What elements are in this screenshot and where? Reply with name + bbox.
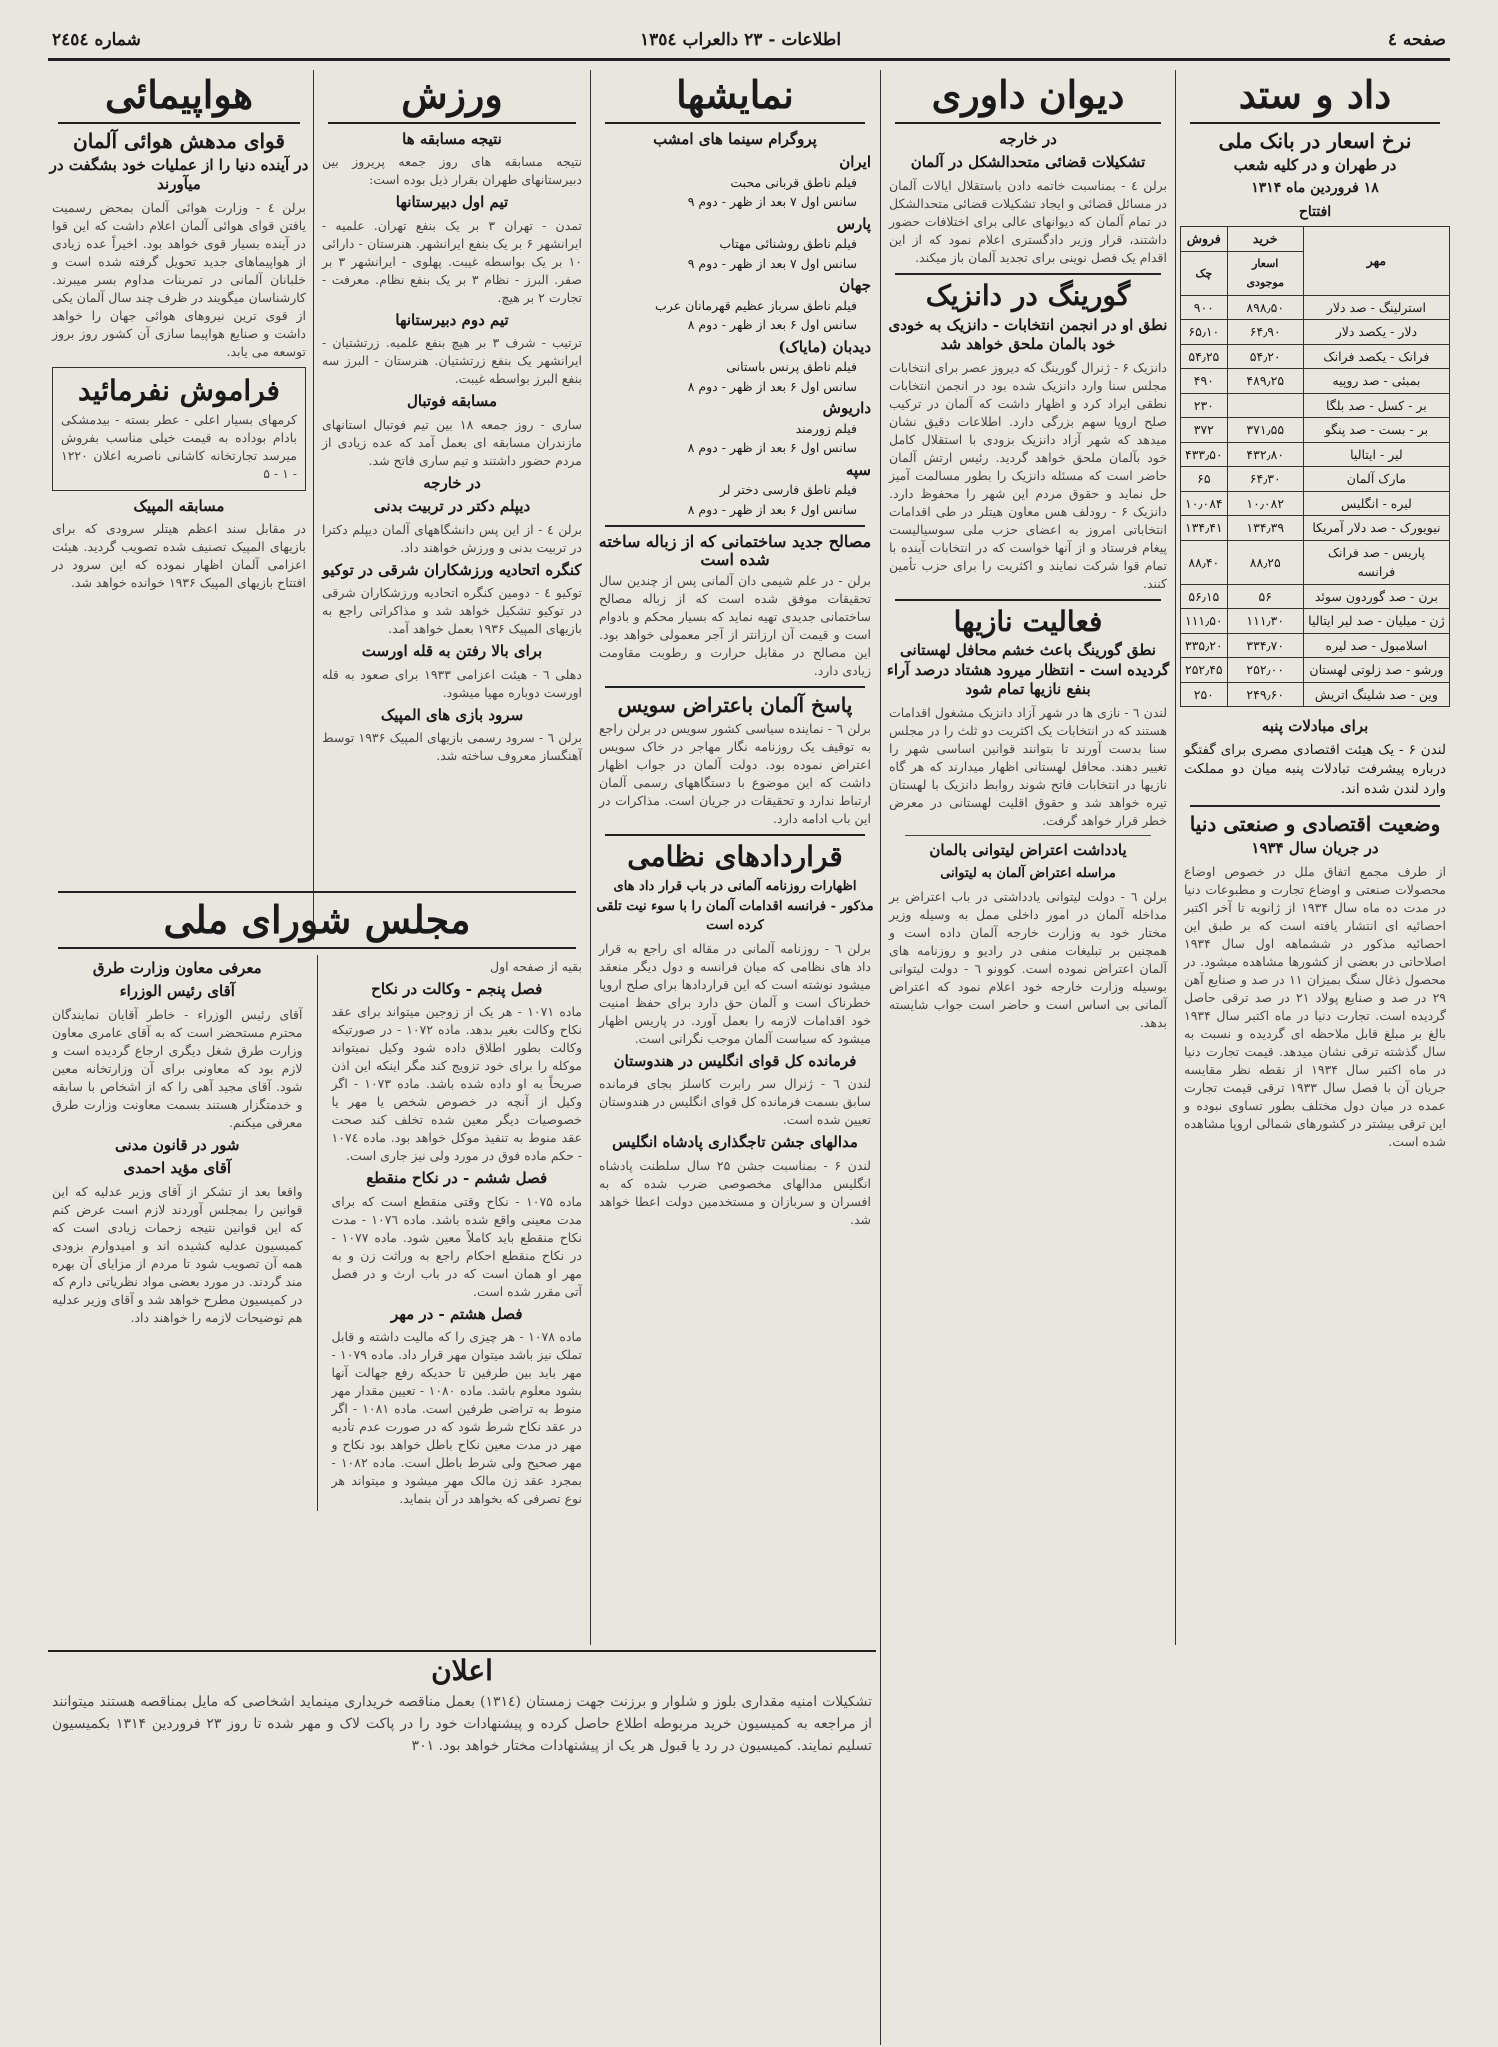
table-cell: ۸۸٫۲۵ — [1227, 540, 1303, 584]
article-text: نتیجه مسابقه های روز جمعه پریروز بین دبیرستانهای طهران بقرار ذیل بوده است: — [322, 154, 582, 188]
article-text: واقعا بعد از تشکر از آقای وزیر عدلیه که این قوانین را بمجلس آوردند لازم است عرض کنم که این قوانین نتیجه زحمات زیادی است که کمیسیون عدلیه کشیده اند و امیدوارم بزودی همه آن تصویب شود تا مردم از مزایای آن بهره مند گردند. در مورد بعضی مواد نظریاتی دارم که در کمیسیون مطرح خواهد شد و آقای وزیر عدلیه هم توضیحات لازمه را خواهند داد. — [52, 1183, 303, 1325]
table-row — [1181, 418, 1450, 443]
cinema-film: فیلم زورمند — [795, 420, 857, 436]
page-number: صفحه ٤ — [1387, 30, 1446, 50]
article-subheading: اظهارات روزنامه آلمانی در باب قرار داد های مذکور - فرانسه اقدامات آلمان را با سوء نیت تلقی کرده است — [596, 879, 874, 934]
divider — [58, 947, 576, 949]
divider — [1190, 805, 1440, 807]
parliament-section — [48, 885, 586, 1645]
trade-column — [1180, 70, 1450, 2040]
exchange-rate-table — [1180, 226, 1450, 707]
article-text: ماده ۱۰۷۵ - نکاح وقتی منقطع است که برای مدت معینی واقع شده باشد. ماده ۱۰۷٦ - مدت نکاح منقطع باید کاملاً معین شود. ماده ۱۰۷۷ - در نکاح منقطع احکام راجع به وراثت زن و به مهر او همان است که در باب ارث و در فصل آتی مقرر شده است. — [331, 1193, 583, 1299]
article-subheading: در آینده دنیا را از عملیات خود بشگفت در میآورند — [49, 155, 309, 194]
table-cell: ۵۴٫۲۰ — [1227, 344, 1303, 369]
article-text: لندن ٦ - ژنرال سر رابرت کاسلز بجای فرمانده سابق بسمت فرمانده کل قوای انگلیس در هندوستان تعیین شده است. — [599, 1076, 872, 1128]
table-header: فروش — [1181, 227, 1228, 252]
column-divider — [313, 70, 314, 940]
table-cell: ۳۷۲ — [1181, 418, 1228, 443]
article-heading: فعالیت نازیها — [953, 604, 1103, 638]
cinema-times: سانس اول ۶ بعد از ظهر - دوم ۸ — [687, 440, 857, 456]
article-heading: شور در قانون مدنی — [115, 1135, 240, 1154]
article-text: لندن ۶ - بمناسبت جشن ۲۵ سال سلطنت پادشاه انگلیس مدالهای مخصوصی ضرب شده که به افسران و سربازان و مستخدمین دولت اعطا خواهد شد. — [599, 1157, 871, 1227]
court-column — [885, 70, 1171, 2040]
exchange-heading: برای مبادلات پنبه — [1261, 717, 1369, 736]
article-text: ساری - روز جمعه ۱۸ بین تیم فوتبال استانهای مازندران مسابقه ای بعمل آمد که عده زیادی از مردم حضور داشتند و تیم ساری فاتح شد. — [322, 416, 582, 468]
table-cell: ۱۳۴٫۳۹ — [1227, 516, 1303, 541]
rates-subheading: در طهران و در کلیه شعب — [1233, 155, 1397, 174]
masthead-rule — [48, 58, 1450, 61]
article-heading: مدالهای جشن تاجگذاری پادشاه انگلیس — [612, 1133, 858, 1152]
article-heading: قراردادهای نظامی — [627, 840, 843, 874]
article-text: برلن ٦ - روزنامه آلمانی در مقاله ای راجع به قرار داد های نظامی که میان فرانسه و دول دیگر منعقد میشود نوشته است که این قراردادها برای صلح اروپا خطرناک است و آلمان حق دارد برای حفظ امنیت خود اقدامات لازمه را بعمل آورد. در پاریس اظهار میشود که سیاست آلمان موجب نگرانی است. — [599, 940, 871, 1046]
divider — [605, 525, 865, 527]
table-cell: ۶۴٫۹۰ — [1227, 320, 1303, 345]
cinema-film: فیلم ناطق روشنائی مهتاب — [719, 236, 857, 252]
table-cell: ۱۳۴٫۴۱ — [1181, 516, 1228, 541]
column-divider — [590, 70, 591, 1645]
rates-body — [1181, 295, 1450, 707]
table-row — [1181, 369, 1450, 394]
table-subheader: اسعار موجودی — [1227, 251, 1303, 295]
cinema-times: سانس اول ۷ بعد از ظهر - دوم ۹ — [687, 194, 857, 210]
table-cell: ۸۹۸٫۵۰ — [1227, 295, 1303, 320]
parliament-column-right — [328, 955, 587, 1512]
rates-opening: افتتاح — [1298, 203, 1332, 220]
divider — [1190, 122, 1440, 124]
table-cell: اسلامبول - صد لیره — [1303, 633, 1449, 658]
table-cell — [1227, 393, 1303, 418]
announcement-text: تشکیلات امنیه مقداری بلوز و شلوار و برزنت جهت زمستان (۱۳۱٤) بعمل مناقصه خریداری مینماید اشخاصی که مایل بمناقصه هستند میتوانند از مراجعه به کمیسیون خرید مربوطه اطلاع حاصل کرده و پیشنهادات خود را در پاکت لاک و مهر شده تا روز ۲۳ فروردین ۱۳۱۴ بکمیسیون تسلیم نمایند. کمیسیون در رد یا قبول هر یک از پیشنهادات مختار خواهد بود. ۳۰۱ — [52, 1693, 872, 1754]
table-row — [1181, 393, 1450, 418]
cinema-film: فیلم ناطق سرباز عظیم قهرمانان عرب — [655, 297, 857, 313]
divider — [58, 891, 576, 893]
article-text: ماده ۱۰۷۸ - هر چیزی را که مالیت داشته و قابل تملک نیز باشد میتوان مهر قرار داد. ماده ۱۰۷۹ - مهر باید بین طرفین تا حدیکه رفع جهالت آنها بشود معلوم باشد. ماده ۱۰۸۰ - تعیین مقدار مهر منوط به تراضی طرفین است. ماده ۱۰۸۱ - اگر در عقد نکاح شرط شود که در صورت عدم تأدیه مهر در مدت معین نکاح باطل خواهد بود نکاح و مهر صحیح ولی شرط باطل است. ماده ۱۰۸۲ - بمجرد عقد زن مالک مهر میشود و میتواند هر نوع تصرفی که بخواهد در آن بنماید. — [331, 1329, 582, 1507]
article-heading: مسابقه فوتبال — [406, 392, 498, 411]
article-text: برلن ٤ - وزارت هوائی آلمان بمحض رسمیت یافتن قوای هوائی آلمان اعلام داشت که این قوا در آینده بسیار قوی خواهد بود. اخیراً عده زیادی از هواپیماهای جدید تحویل گرفته شده است و خلبانان آلمانی در تمرینات مداوم بسر میبرند. کارشناسان میگویند در ظرف چند سال آلمان یکی از قوی ترین نیروهای هوائی جهان را خواهد داشت و صنایع هواپیما سازی آن کشور روز بروز توسعه می یابد. — [52, 199, 306, 359]
trade-heading: داد و ستد — [1238, 72, 1392, 117]
cinema-entry — [599, 461, 871, 520]
rates-heading: نرخ اسعار در بانک ملی — [1218, 128, 1412, 153]
table-cell: ۲۵۰ — [1181, 682, 1228, 707]
cinema-name: دیدبان (مایاک) — [778, 337, 871, 356]
table-cell: پاریس - صد فرانک فرانسه — [1303, 540, 1449, 584]
cinema-times: سانس اول ۶ بعد از ظهر - دوم ۸ — [687, 501, 857, 517]
table-row — [1181, 442, 1450, 467]
table-cell: ۵۴٫۲۵ — [1181, 344, 1228, 369]
table-cell: ۱۰٫۰۸۲ — [1227, 491, 1303, 516]
table-cell: مارک آلمان — [1303, 467, 1449, 492]
table-cell: ۳۳۵٫۲۰ — [1181, 633, 1228, 658]
exchange-text: لندن ۶ - یک هیئت اقتصادی مصری برای گفتگو درباره پیشرفت تبادلات پنبه میان دو مملکت وارد لندن شده اند. — [1184, 741, 1446, 797]
table-cell: ژن - میلیان - صد لیر ایتالیا — [1303, 609, 1449, 634]
article-heading: مصالح جدید ساختمانی که از زباله ساخته شده است — [598, 532, 872, 569]
article-heading: فصل هشتم - در مهر — [390, 1304, 523, 1323]
court-heading: دیوان داوری — [931, 72, 1125, 117]
article-text: برلن - در علم شیمی دان آلمانی پس از چندین سال تحقیقات موفق شده است که از زباله مصالح ساختمانی جدیدی تهیه نماید که بسیار محکم و بادوام است و قیمت آن ارزانتر از آجر معمولی خواهد بود. این مصالح در مقابل حرارت و رطوبت مقاومت زیادی دارد. — [599, 573, 871, 679]
article-text: تمدن - تهران ۳ بر یک بنفع تهران. علمیه - ایرانشهر ۶ بر یک بنفع ایرانشهر. هنرستان - دارائی ۱۰ بر یک بواسطه غیبت. پهلوی - ایرانشهر ۳ بر صفر. البرز - نظام ۳ بر یک بنفع نظام. معرفت - تجارت ۲ بر هیچ. — [322, 217, 582, 305]
article-text: برلن ٤ - بمناسبت خاتمه دادن باستقلال ایالات آلمان در مسائل قضائی و ایجاد تشکیلات قضائی متحدالشکل در تمام آلمان که دیوانهای عالی برای اختلافات حضور داشتند، قرار وزیر دادگستری اعلام نمود که از این اقدام یک فصل نوینی برای تجدید آلمان باز میکند. — [889, 177, 1167, 265]
article-text: برلن ٤ - از این پس دانشگاههای آلمان دیپلم دکترا در تربیت بدنی و ورزش خواهند داد. — [322, 521, 582, 555]
cinema-name: سپه — [845, 460, 871, 479]
divider — [895, 599, 1161, 601]
cinema-name: داریوش — [822, 399, 871, 418]
table-cell: برن - صد گوردون سوئد — [1303, 584, 1449, 609]
column-divider — [317, 955, 318, 1512]
table-row — [1181, 609, 1450, 634]
abroad-label: در خارجه — [423, 473, 481, 492]
table-cell: ۶۵ — [1181, 467, 1228, 492]
cinema-entry — [599, 215, 871, 274]
article-heading: پاسخ آلمان باعتراض سویس — [617, 693, 853, 718]
table-cell: ۲۵۲٫۰۰ — [1227, 658, 1303, 683]
article-text: برلن ٦ - سرود رسمی بازیهای المپیک ۱۹۳۶ توسط آهنگساز معروف ساخته شد. — [322, 730, 583, 764]
abroad-label: در خارجه — [999, 129, 1057, 148]
rates-date: ۱۸ فروردین ماه ۱۳۱۴ — [1251, 180, 1379, 197]
article-heading: تشکیلات قضائی متحدالشکل در آلمان — [910, 153, 1146, 172]
article-heading: تیم اول دبیرستانها — [395, 193, 509, 212]
shows-column — [595, 70, 875, 1645]
article-heading: گورینگ در دانزیک — [925, 278, 1131, 312]
divider — [328, 122, 576, 124]
table-cell: بر - بست - صد پنگو — [1303, 418, 1449, 443]
article-text: دانزیک ۶ - ژنرال گورینگ که دیروز عصر برای انتخابات مجلس سنا وارد دانزیک شده بود در انجمن انتخابات نطقی ایراد کرد و اظهار داشت که آلمان در ترکیب صلح اروپا سهم بزرگی دارد. اطلاعات دقیق نشان میدهد که شهر آزاد دانزیک بزودی با استقلال کامل خود بآلمان ملحق خواهد گردید. رئیس ارتش آلمان حاضر است که مسئله دانزیک را بطور مسالمت آمیز حل نماید و حقوق مردم این شهر را محفوظ دارد. دانزیک ۶ - رودلف هس معاون هیتلر در طی اقدامات انتخاباتی امروز به اعضای حزب ملی سوسیالیست پیغام فرستاد و از آنها خواست که در انتخابات آینده با تمام قوا شرکت نمایند و اکثریت را برای حزب تأمین کنند. — [889, 359, 1168, 591]
article-heading: مسابقه المپیک — [133, 496, 225, 515]
table-cell: ۸۸٫۴۰ — [1181, 540, 1228, 584]
table-cell: ۴۳۲٫۸۰ — [1227, 442, 1303, 467]
table-row — [1181, 467, 1450, 492]
article-heading: تیم دوم دبیرستانها — [395, 310, 509, 329]
sports-column — [318, 70, 586, 870]
table-cell: لیره - انگلیس — [1303, 491, 1449, 516]
cinema-entry — [599, 276, 871, 335]
advertisement-box — [52, 367, 306, 491]
table-cell: ۱۱۱٫۳۰ — [1227, 609, 1303, 634]
divider — [605, 834, 865, 836]
table-cell: ۴۹۰ — [1181, 369, 1228, 394]
table-cell: ۱۱۱٫۵۰ — [1181, 609, 1228, 634]
table-cell: فرانک - یکصد فرانک — [1303, 344, 1449, 369]
divider — [605, 122, 865, 124]
table-cell: ۹۰۰ — [1181, 295, 1228, 320]
parliament-columns — [48, 955, 586, 1512]
divider — [895, 122, 1161, 124]
article-heading: برای بالا رفتن به قله اورست — [361, 642, 543, 661]
parliament-column-left — [48, 955, 307, 1512]
table-cell: دلار - یکصد دلار — [1303, 320, 1449, 345]
divider — [58, 122, 300, 124]
article-subheading: نطق او در انجمن انتخابات - دانزیک به خودی خود بالمان ملحق خواهد شد — [888, 315, 1168, 354]
article-text: در مقابل سند اعظم هیتلر سرودی که برای بازیهای المپیک تصنیف شده تصویب گردید. هیئت اعزامی آلمان اظهار نموده که این سرود در افتتاح بازیهای المپیک ۱۹۳۶ خوانده خواهد شد. — [52, 521, 306, 591]
table-cell: ۳۷۱٫۵۵ — [1227, 418, 1303, 443]
column-divider — [1175, 70, 1176, 1645]
table-cell: ۲۵۲٫۴۵ — [1181, 658, 1228, 683]
table-cell: ۲۳۰ — [1181, 393, 1228, 418]
article-text: لندن ٦ - نازی ها در شهر آزاد دانزیک مشغول اقدامات هستند که در انتخابات یک اکثریت دو ثلث را در مجلس سنا بدست آورند تا بتوانند قوانین اساسی شهر را تغییر دهند. محافل لهستانی اظهار میدارند که هر گاه نازیها در انتخابات فاتح شوند روابط دانزیک با لهستان تیره خواهد شد و حقوق اقلیت لهستانی در معرض خطر قرار خواهد گرفت. — [889, 704, 1168, 828]
table-cell: بمبئی - صد روپیه — [1303, 369, 1449, 394]
cinema-entry — [599, 399, 871, 458]
cinema-entry — [599, 153, 871, 212]
table-row — [1181, 658, 1450, 683]
article-text: دهلی ٦ - هیئت اعزامی ۱۹۳۳ برای صعود به قله اورست دوباره مهیا میشود. — [322, 666, 582, 700]
article-heading: سرود بازی های المپیک — [380, 705, 524, 724]
table-cell: لیر - ایتالیا — [1303, 442, 1449, 467]
economy-text: از طرف مجمع اتفاق ملل در خصوص اوضاع محصولات صنعتی و اوضاع تجارت و مطبوعات دنیا در مدت ده ماه سال ۱۹۳۴ از ژانویه تا آخر اکتبر احصائیه ای انتشار یافته است که بر طبق این احصائیه مذکور در ششماهه اول سال ۱۹۳۴ اصلاحاتی در بعضی از کشورها مشاهده میشود. در محصول ذغال سنگ بمیزان ۱۱ در صد و صنایع آهن ۲۹ در صد و صنایع پولاد ۲۱ در صد ترقی حاصل گردیده است. تجارت دنیا در ماه اکتبر سال ۱۹۳۴ بالغ بر مبلغ قابل ملاحظه ای گردیده و نسبت به سال گذشته ترقی نشان میدهد. قیمت تجارت دنیا در ماه اکتبر سال ۱۹۳۴ از نقطه نظر مقایسه جریان آن با فصل سال ۱۹۳۳ ترقی قیمت تجارت عمده در میان دول مختلف بطور تساوی نبوده و این ترقی بیشتر در کشورهای شمالی اروپا مشاهده شده است. — [1184, 863, 1446, 1149]
column-divider — [880, 70, 881, 2045]
table-cell: ۵۶٫۱۵ — [1181, 584, 1228, 609]
table-cell: ۱۰٫۰۸۴ — [1181, 491, 1228, 516]
aviation-heading: هواپیمائی — [104, 72, 254, 117]
table-cell: ۵۶ — [1227, 584, 1303, 609]
parliament-heading: مجلس شورای ملی — [163, 897, 471, 942]
article-heading: نتیجه مسابقه ها — [402, 129, 502, 148]
table-row — [1181, 682, 1450, 707]
table-header: مهر — [1303, 227, 1449, 296]
divider — [895, 273, 1161, 275]
article-heading: معرفی معاون وزارت طرق — [92, 958, 262, 977]
cinema-film: فیلم ناطق فارسی دختر لر — [719, 482, 857, 498]
article-text: توکیو ٤ - دومین کنگره اتحادیه ورزشکاران شرقی در توکیو تشکیل خواهد شد و مذاکراتی راجع به بازیهای المپیک ۱۹۳۶ بعمل خواهد آمد. — [322, 585, 583, 637]
table-cell: استرلینگ - صد دلار — [1303, 295, 1449, 320]
table-cell: ۶۴٫۳۰ — [1227, 467, 1303, 492]
ad-text: کرمهای بسیار اعلی - عطر بسته - بیدمشکی بادام بوداده به قیمت خیلی مناسب بفروش میرسد تجارتخانه کاشانی ناصریه اعلان ۱۲۲۰ - ۱ - ۵ — [61, 411, 297, 481]
cinema-name: جهان — [839, 276, 871, 295]
table-cell: ۴۸۹٫۲۵ — [1227, 369, 1303, 394]
cinema-times: سانس اول ۷ بعد از ظهر - دوم ۹ — [687, 255, 857, 271]
economy-subheading: در جریان سال ۱۹۳۴ — [1251, 839, 1379, 858]
cinema-times: سانس اول ۶ بعد از ظهر - دوم ۸ — [687, 378, 857, 394]
cinema-name: ایران — [839, 153, 871, 172]
table-subheader: چک — [1181, 251, 1228, 295]
article-heading: فصل ششم - در نکاح منقطع — [366, 1169, 548, 1188]
issue-number: شماره ٢٤٥٤ — [52, 30, 141, 50]
ad-heading: فراموش نفرمائید — [78, 373, 280, 407]
announcement-heading: اعلان — [431, 1654, 493, 1687]
table-cell: ۲۴۹٫۶۰ — [1227, 682, 1303, 707]
article-subheading: نطق گورینگ باعث خشم محافل لهستانی گردیده است - انتظار میرود هشتاد درصد آراء بنفع نازیها تمام شود — [886, 641, 1170, 699]
table-cell: ۳۳۴٫۷۰ — [1227, 633, 1303, 658]
table-cell: وین - صد شلینگ اتریش — [1303, 682, 1449, 707]
table-row — [1181, 320, 1450, 345]
program-heading: پروگرام سینما های امشب — [653, 129, 817, 148]
divider — [905, 835, 1151, 836]
divider — [605, 686, 865, 688]
article-heading: یادداشت اعتراض لیتوانی بالمان — [929, 840, 1127, 859]
article-text: برلن ٦ - دولت لیتوانی یادداشتی در باب اعتراض بر مداخله آلمان در امور داخلی ممل به وسیله وزیر مختار خود به وزارت خارجه آلمان داده است و همچنین بر تبلیغات منفی در رادیو و روزنامه های آلمان اعتراض نموده است. کوونو ٦ - دولت لیتوانی بوسیله وزارت خارجه خود اعلام نمود که اعتراض آلمانی بی اساس است و حاضر است جواب شایسته بدهد. — [889, 888, 1168, 1030]
table-row — [1181, 295, 1450, 320]
table-cell: ورشو - صد زلوتی لهستان — [1303, 658, 1449, 683]
table-cell: بر - کسل - صد بلگا — [1303, 393, 1449, 418]
table-cell: ۴۳۳٫۵۰ — [1181, 442, 1228, 467]
continuation-note: بقیه از صفحه اول — [489, 958, 582, 974]
article-subheading: مراسله اعتراض آلمان به لیتوانی — [940, 866, 1116, 882]
article-subheading: آقای رئیس الوزراء — [119, 982, 235, 1001]
table-header: خرید — [1227, 227, 1303, 252]
article-text: آقای رئیس الوزراء - خاطر آقایان نمایندگان محترم مستحضر است که به آقای عامری معاون وزارت طرق شغل دیگری ارجاع گردیده است و لازم بود که معاونی برای آن وزارتخانه معین شود. آقای مجید آهی را که از اشخاص با سابقه و خدمتگزار هستند بسمت معاونت وزارت طرق معرفی میکنم. — [52, 1006, 303, 1130]
article-subheading: آقای مؤید احمدی — [123, 1159, 232, 1178]
article-text: ترتیب - شرف ۳ بر هیچ بنفع علمیه. زرتشتیان - ایرانشهر یک بنفع زرتشتیان. هنرستان - البرز سه بنفع البرز بواسطه غیبت. — [322, 335, 583, 387]
table-row — [1181, 344, 1450, 369]
table-cell: نیویورک - صد دلار آمریکا — [1303, 516, 1449, 541]
article-heading: دیپلم دکتر در تربیت بدنی — [373, 497, 531, 516]
article-heading: قوای مدهش هوائی آلمان — [73, 128, 285, 153]
masthead-date: اطلاعات - ٢٣ دالعراب ١٣٥٤ — [640, 30, 842, 50]
article-text: برلن ٦ - نماینده سیاسی کشور سویس در برلن راجع به توقیف یک روزنامه نگار مهاجر در خاک سویس اعتراض نموده بود. دولت آلمان در جواب اظهار داشت که این موضوع با دستگاههای رسمی آلمان ارتباط ندارد و تحقیقات در جریان است. مذاکرات در این باب ادامه دارد. — [599, 721, 871, 827]
table-row — [1181, 584, 1450, 609]
table-row — [1181, 540, 1450, 584]
article-text: ماده ۱۰۷۱ - هر یک از زوجین میتواند برای عقد نکاح وکالت بغیر بدهد. ماده ۱۰۷۲ - در صورتیکه وکالت بطور اطلاق داده شود وکیل نمیتواند موکله را برای خود تزویج کند مگر اینکه این اذن صریحاً به او داده شده باشد. ماده ۱۰۷۳ - اگر وکیل از آنچه در خصوص شخص یا مهر یا خصوصیات دیگر معین شده تخلف کند صحت عقد منوط به تنفیذ موکل خواهد بود. ماده ۱۰۷٤ - حکم ماده فوق در مورد ولی نیز جاری است. — [331, 1004, 582, 1164]
table-row — [1181, 516, 1450, 541]
cinema-name: پارس — [836, 214, 871, 233]
cinema-film: فیلم ناطق قربانی محبت — [730, 174, 857, 190]
aviation-column — [48, 70, 310, 870]
article-heading: فصل پنجم - وکالت در نکاح — [371, 979, 543, 998]
table-row — [1181, 491, 1450, 516]
announcement-section — [48, 1650, 876, 2022]
article-heading: فرمانده کل قوای انگلیس در هندوستان — [613, 1051, 857, 1070]
economy-heading: وضعیت اقتصادی و صنعتی دنیا — [1189, 812, 1441, 837]
cinema-film: فیلم ناطق پرنس باستانی — [726, 359, 857, 375]
table-cell: ۶۵٫۱۰ — [1181, 320, 1228, 345]
article-heading: کنگره اتحادیه ورزشکاران شرقی در توکیو — [322, 560, 582, 579]
table-row — [1181, 633, 1450, 658]
shows-heading: نمایشها — [676, 72, 794, 117]
sports-heading: ورزش — [401, 72, 503, 117]
cinema-entry — [599, 338, 871, 397]
cinema-times: سانس اول ۶ بعد از ظهر - دوم ۸ — [687, 317, 857, 333]
cinema-list — [595, 153, 875, 519]
